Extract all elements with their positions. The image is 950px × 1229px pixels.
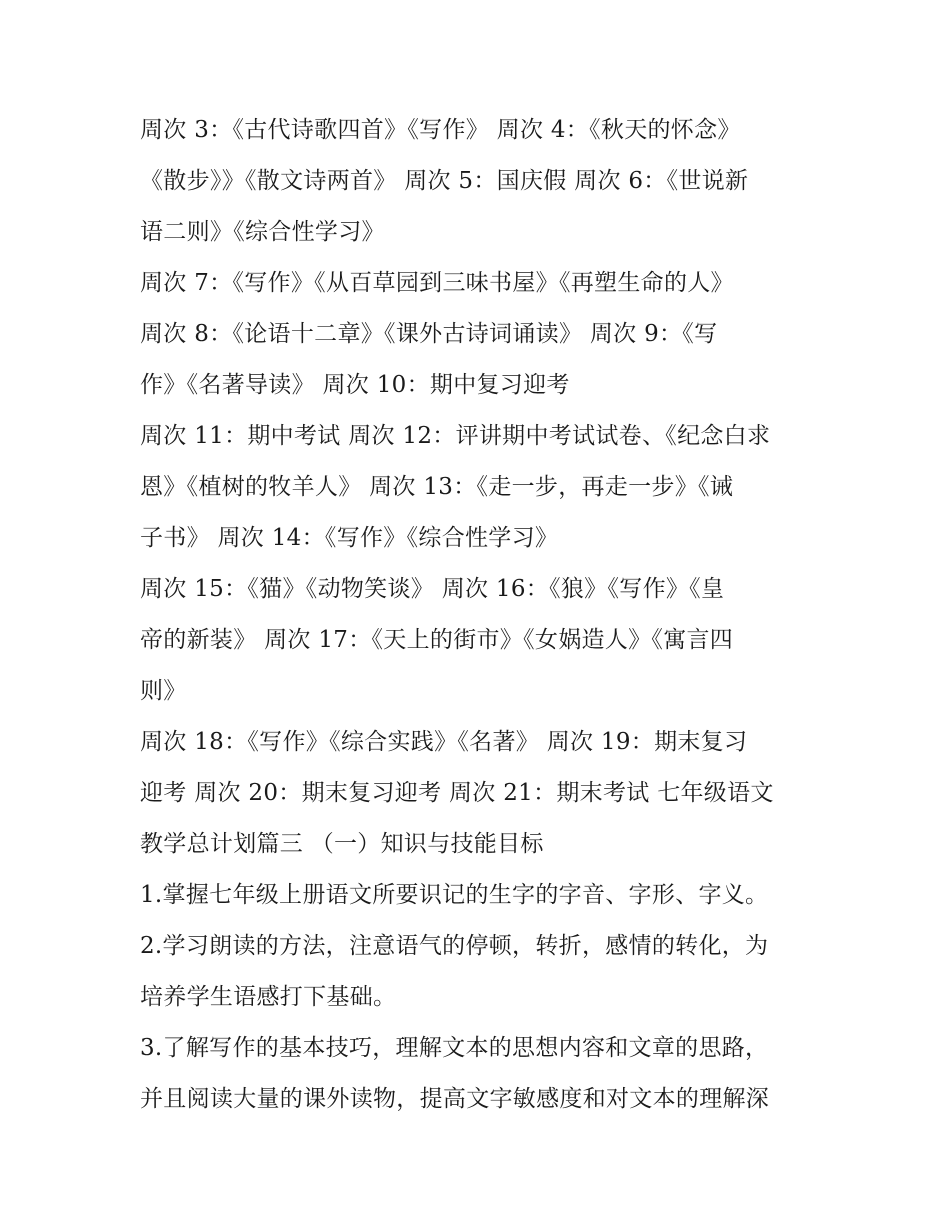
text-line: 周次 18：《写作》《综合实践》《名著》 周次 19：期末复习 <box>140 729 748 755</box>
text-line: 周次 15：《猫》《动物笑谈》 周次 16：《狼》《写作》《皇 <box>140 576 725 602</box>
text-line: 2.学习朗读的方法，注意语气的停顿，转折，感情的转化，为 <box>140 933 769 959</box>
text-line: 子书》 周次 14：《写作》《综合性学习》 <box>140 525 559 551</box>
text-line: 1.掌握七年级上册语文所要识记的生字的字音、字形、字义。 <box>140 882 769 908</box>
text-line: 《散步》》《散文诗两首》 周次 5：国庆假 周次 6：《世说新 <box>140 168 749 194</box>
text-line: 作》《名著导读》 周次 10：期中复习迎考 <box>140 372 570 398</box>
text-line: 则》 <box>140 678 187 704</box>
text-line: 周次 8：《论语十二章》《课外古诗词诵读》 周次 9：《写 <box>140 321 718 347</box>
text-line: 教学总计划篇三 （一）知识与技能目标 <box>140 831 544 857</box>
text-line: 语二则》《综合性学习》 <box>140 219 385 245</box>
text-line: 3.了解写作的基本技巧，理解文本的思想内容和文章的思路， <box>140 1035 769 1061</box>
document-body <box>140 105 820 1125</box>
text-line: 周次 7：《写作》《从百草园到三味书屋》《再塑生命的人》 <box>140 270 734 296</box>
text-line: 帝的新装》 周次 17：《天上的街市》《女娲造人》《寓言四 <box>140 627 734 653</box>
text-line: 培养学生语感打下基础。 <box>140 984 397 1010</box>
text-line: 恩》《植树的牧羊人》 周次 13：《走一步，再走一步》《诫 <box>140 474 734 500</box>
text-line: 并且阅读大量的课外读物，提高文字敏感度和对文本的理解深 <box>140 1086 770 1112</box>
text-line: 周次 11：期中考试 周次 12：评讲期中考试试卷、《纪念白求 <box>140 423 771 449</box>
text-line: 迎考 周次 20：期末复习迎考 周次 21：期末考试 七年级语文 <box>140 780 774 806</box>
text-line: 周次 3：《古代诗歌四首》《写作》 周次 4：《秋天的怀念》 <box>140 117 741 143</box>
